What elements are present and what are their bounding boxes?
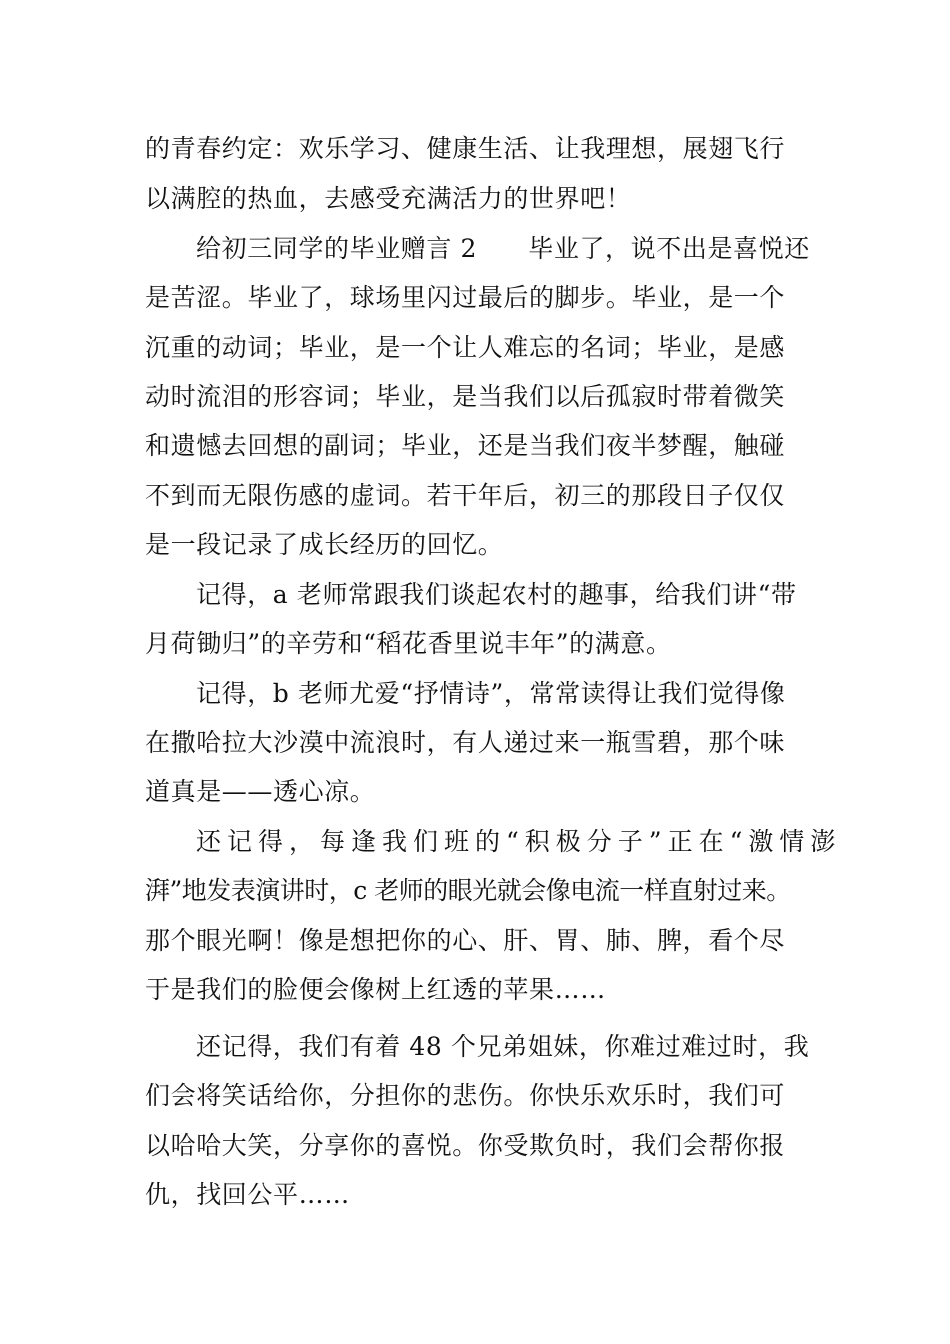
text-line: 月荷锄归”的辛劳和“稻花香里说丰年”的满意。: [145, 629, 672, 658]
text-line: 以满腔的热血，去感受充满活力的世界吧！: [145, 184, 632, 213]
text-line: 记得，b 老师尤爱“抒情诗”，常常读得让我们觉得像: [196, 679, 786, 708]
text-line: 道真是——透心凉。: [145, 777, 376, 806]
text-line: 不到而无限伤感的虚词。若干年后，初三的那段日子仅仅: [145, 481, 786, 510]
text-line: 以哈哈大笑，分享你的喜悦。你受欺负时，我们会帮你报: [145, 1131, 786, 1160]
text-line: 沉重的动词；毕业，是一个让人难忘的名词；毕业，是感: [145, 333, 786, 362]
text-line: 仇，找回公平……: [145, 1180, 350, 1209]
text-line: 的青春约定：欢乐学习、健康生活、让我理想，展翅飞行: [145, 134, 786, 163]
text-line: 于是我们的脸便会像树上红透的苹果……: [145, 975, 606, 1004]
text-line: 湃”地发表演讲时，c 老师的眼光就会像电流一样直射过来。: [145, 876, 791, 905]
text-line: 给初三同学的毕业赠言 2 毕业了，说不出是喜悦还: [196, 234, 810, 263]
text-line: 那个眼光啊！像是想把你的心、肝、胃、肺、脾，看个尽: [145, 926, 786, 955]
text-line: 是苦涩。毕业了，球场里闪过最后的脚步。毕业，是一个: [145, 283, 786, 312]
text-line: 和遗憾去回想的副词；毕业，还是当我们夜半梦醒，触碰: [145, 431, 786, 460]
text-line: 动时流泪的形容词；毕业，是当我们以后孤寂时带着微笑: [145, 382, 786, 411]
text-line: 是一段记录了成长经历的回忆。: [145, 530, 504, 559]
text-line: 还记得，每逢我们班的“积极分子”正在“激情澎: [196, 827, 842, 856]
text-line: 记得，a 老师常跟我们谈起农村的趣事，给我们讲“带: [196, 580, 797, 609]
text-line: 们会将笑话给你，分担你的悲伤。你快乐欢乐时，我们可: [145, 1081, 786, 1110]
text-line: 还记得，我们有着 48 个兄弟姐妹，你难过难过时，我: [196, 1032, 810, 1061]
text-line: 在撒哈拉大沙漠中流浪时，有人递过来一瓶雪碧，那个味: [145, 728, 786, 757]
